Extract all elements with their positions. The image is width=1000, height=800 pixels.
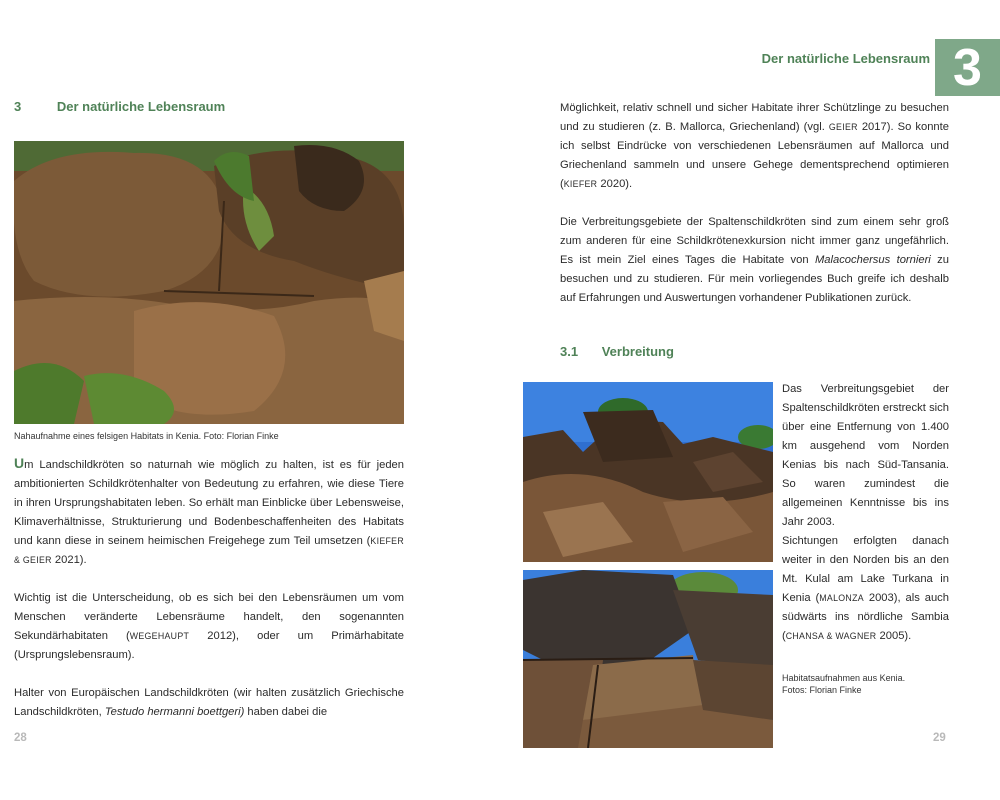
left-chapter-heading bbox=[14, 99, 225, 114]
right-paragraph-1-text-c: 2020). bbox=[597, 178, 633, 190]
habitat-photo-bottom bbox=[523, 570, 773, 748]
left-paragraph-3-species: Testudo hermanni boettgeri) bbox=[104, 706, 245, 718]
left-paragraph-3-text-b: haben dabei die bbox=[244, 706, 328, 718]
left-paragraph-3-text-a: Halter von Europäischen Landschildkröten (wir halten zusätzlich Griechische Landschildkröten, bbox=[14, 687, 404, 718]
distribution-text bbox=[782, 380, 949, 646]
right-paragraph-2-text-a: Die Verbreitungsgebiete der Spaltenschildkröten sind zum einem sehr groß zum anderen für eine Schildkrötenexkursion nicht immer ganz ungefährlich. Es ist mein Ziel eines Tages die Habitate von bbox=[560, 216, 949, 266]
rock-habitat-photo bbox=[14, 141, 404, 424]
distribution-paragraph-2-text-b: 2003), als auch südwärts ins nördliche Sambia ( bbox=[782, 592, 949, 642]
left-paragraph-3 bbox=[14, 684, 404, 722]
distribution-paragraph-1: Das Verbreitungsgebiet der Spaltenschildkröten erstreckt sich über eine Entfernung von 1.400 km ausgehend vom Norden Kenias bis nach Süd-Tansania. So waren zumindest die allgemeinen Kenntnisse bis ins Jahr 2003. bbox=[782, 383, 949, 528]
left-chapter-title: Der natürliche Lebensraum bbox=[56, 99, 226, 114]
left-photo-caption: Nahaufnahme eines felsigen Habitats in Kenia. Foto: Florian Finke bbox=[14, 431, 279, 441]
right-paragraph-1-citation-1: GEIER bbox=[828, 122, 858, 132]
right-page-number: 29 bbox=[933, 732, 946, 744]
right-paragraph-2-species: Malacochersus tornieri bbox=[814, 254, 931, 266]
left-paragraph-2-citation: WEGEHAUPT bbox=[129, 631, 190, 641]
left-paragraph-2 bbox=[14, 589, 404, 665]
left-page-number: 28 bbox=[14, 732, 27, 744]
distribution-paragraph-2 bbox=[782, 532, 949, 646]
dropcap: U bbox=[14, 455, 25, 471]
running-head: Der natürliche Lebensraum bbox=[761, 51, 930, 66]
left-paragraph-1-citation: KIEFER & GEIER bbox=[14, 536, 404, 565]
distribution-citation-1: MALONZA bbox=[819, 593, 864, 603]
right-paragraph-2 bbox=[560, 213, 949, 308]
right-paragraph-1-citation-2: KIEFER bbox=[563, 179, 598, 189]
left-paragraph-1 bbox=[14, 454, 404, 570]
left-chapter-number: 3 bbox=[14, 99, 22, 114]
left-paragraph-1-text-a: m Landschildkröten so naturnah wie möglich zu halten, ist es für jeden ambitionierten Schildkrötenhalter von Bedeutung zu erfahren, wie diese Tiere in ihren Ursprungshabitaten leben. So erhält man Einblicke über Lebensweise, Klimaverhältnisse, Strukturierung und Bodenbeschaffenheiten des Habitats und kann diese in seinem heimischen Freigehege zum Teil umsetzen ( bbox=[14, 459, 404, 547]
habitat-photo-top bbox=[523, 382, 773, 562]
right-photo-caption-line-2: Fotos: Florian Finke bbox=[782, 685, 862, 695]
chapter-tab: 3 bbox=[935, 39, 1000, 96]
distribution-paragraph-2-text-c: 2005). bbox=[876, 630, 912, 642]
distribution-paragraph-2-text-a: Sichtungen erfolgten danach weiter in den Norden bis an den Mt. Kulal am Lake Turkana in Kenia ( bbox=[782, 535, 949, 604]
left-paragraph-1-text-b: 2021). bbox=[51, 554, 87, 566]
left-paragraph-2-text-a: Wichtig ist die Unterscheidung, ob es sich bei den Lebensräumen um vom Menschen veränderte Lebensräume handelt, den sogenannten Sekundärhabitaten ( bbox=[14, 592, 404, 642]
section-title: Verbreitung bbox=[601, 344, 674, 359]
right-paragraph-2-text-b: zu besuchen und zu studieren. Für mein vorliegendes Buch greife ich deshalb auf Erfahrungen und Auswertungen vorhandener Publikationen zurück. bbox=[560, 254, 949, 304]
section-heading bbox=[560, 344, 674, 359]
right-paragraph-1 bbox=[560, 99, 949, 194]
distribution-citation-2: CHANSA & WAGNER bbox=[785, 631, 877, 641]
section-number: 3.1 bbox=[560, 344, 579, 359]
right-body-text bbox=[560, 99, 949, 308]
right-photo-caption bbox=[782, 672, 949, 696]
left-body-text bbox=[14, 454, 404, 722]
right-photo-caption-line-1: Habitatsaufnahmen aus Kenia. bbox=[782, 673, 906, 683]
right-paragraph-1-text-a: Möglichkeit, relativ schnell und sicher Habitate ihrer Schützlinge zu besuchen und zu studieren (z. B. Mallorca, Griechenland) (vgl. bbox=[560, 102, 949, 133]
right-paragraph-1-text-b: 2017). So konnte ich selbst Eindrücke von verschiedenen Lebensräumen auf Mallorca und Griechenland sammeln und unsere Gehege dementsprechend optimieren ( bbox=[560, 121, 949, 190]
left-paragraph-2-text-b: 2012), oder um Primärhabitate (Ursprungslebensraum). bbox=[14, 630, 404, 661]
